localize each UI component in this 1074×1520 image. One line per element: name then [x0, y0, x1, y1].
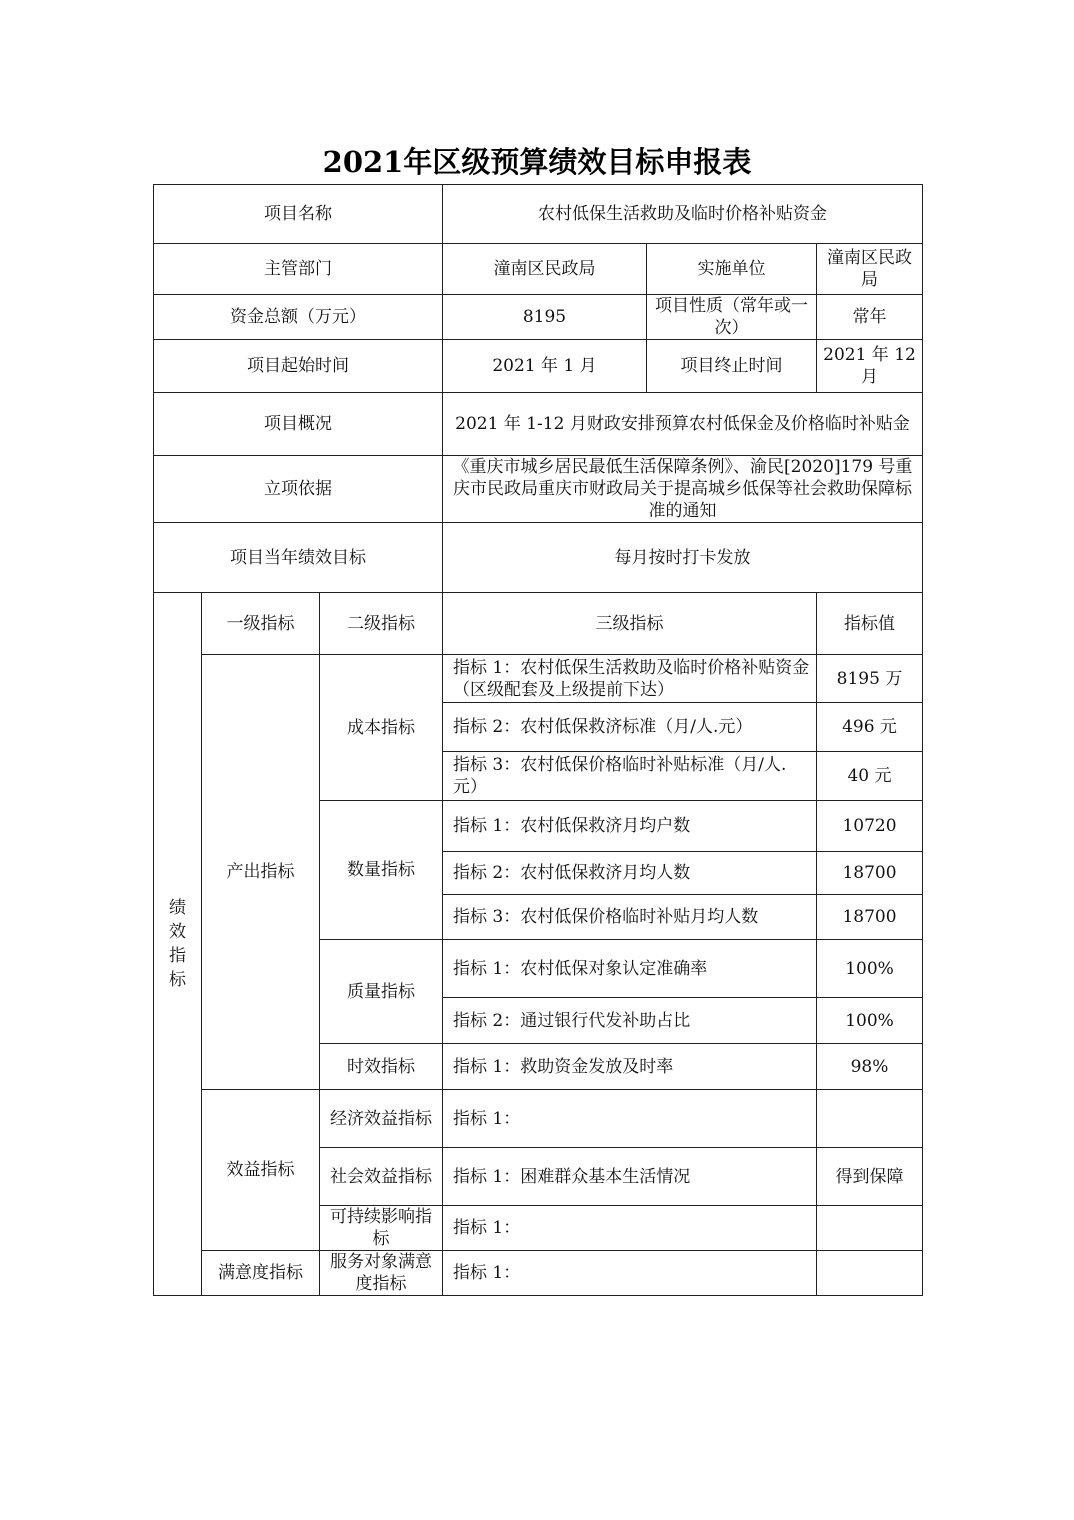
quality-indicator-1-value: 100% [817, 940, 923, 998]
economic-indicator-1: 指标 1： [443, 1090, 817, 1148]
sustain-indicator-1-value [817, 1206, 923, 1251]
service-indicator-1: 指标 1： [443, 1251, 817, 1296]
basis-value: 《重庆市城乡居民最低生活保障条例》、渝民[2020]179 号重庆市民政局重庆市财政局关于提高城乡低保等社会救助保障标准的通知 [443, 456, 923, 523]
project-name-label: 项目名称 [154, 185, 443, 244]
satisfaction-indicator-label: 满意度指标 [202, 1251, 320, 1296]
document-title: 2021年区级预算绩效目标申报表 [322, 145, 752, 179]
quality-indicator-1: 指标 1：农村低保对象认定准确率 [443, 940, 817, 998]
quantity-indicator-1-value: 10720 [817, 801, 923, 852]
cost-indicator-1: 指标 1：农村低保生活救助及临时价格补贴资金（区级配套及上级提前下达） [443, 655, 817, 703]
quantity-indicator-label: 数量指标 [320, 801, 443, 940]
overview-label: 项目概况 [154, 393, 443, 456]
quantity-indicator-2-value: 18700 [817, 852, 923, 895]
unit-value: 潼南区民政局 [817, 244, 923, 295]
timeliness-indicator-1: 指标 1：救助资金发放及时率 [443, 1044, 817, 1090]
side-label-text: 绩效指标 [169, 898, 186, 990]
end-value: 2021 年 12 月 [817, 340, 923, 393]
sustain-indicator-label: 可持续影响指标 [320, 1206, 443, 1251]
start-value: 2021 年 1 月 [443, 340, 647, 393]
header-level1: 一级指标 [202, 593, 320, 655]
budget-performance-table [153, 184, 923, 1296]
header-level3: 三级指标 [443, 593, 817, 655]
funds-label: 资金总额（万元） [154, 295, 443, 340]
benefit-indicator-label: 效益指标 [202, 1090, 320, 1251]
cost-indicator-3: 指标 3：农村低保价格临时补贴标准（月/人.元） [443, 752, 817, 801]
nature-value: 常年 [817, 295, 923, 340]
timeliness-indicator-label: 时效指标 [320, 1044, 443, 1090]
quality-indicator-label: 质量指标 [320, 940, 443, 1044]
end-label: 项目终止时间 [647, 340, 817, 393]
social-indicator-label: 社会效益指标 [320, 1148, 443, 1206]
economic-indicator-1-value [817, 1090, 923, 1148]
quality-indicator-2: 指标 2：通过银行代发补助占比 [443, 998, 817, 1044]
nature-label: 项目性质（常年或一次） [647, 295, 817, 340]
timeliness-indicator-1-value: 98% [817, 1044, 923, 1090]
unit-label: 实施单位 [647, 244, 817, 295]
quantity-indicator-3: 指标 3：农村低保价格临时补贴月均人数 [443, 895, 817, 940]
cost-indicator-2: 指标 2：农村低保救济标准（月/人.元） [443, 703, 817, 752]
funds-value: 8195 [443, 295, 647, 340]
social-indicator-1-value: 得到保障 [817, 1148, 923, 1206]
cost-indicator-3-value: 40 元 [817, 752, 923, 801]
economic-indicator-label: 经济效益指标 [320, 1090, 443, 1148]
quality-indicator-2-value: 100% [817, 998, 923, 1044]
basis-label: 立项依据 [154, 456, 443, 523]
sustain-indicator-1: 指标 1： [443, 1206, 817, 1251]
dept-label: 主管部门 [154, 244, 443, 295]
social-indicator-1: 指标 1：困难群众基本生活情况 [443, 1148, 817, 1206]
overview-value: 2021 年 1-12 月财政安排预算农村低保金及价格临时补贴金 [443, 393, 923, 456]
quantity-indicator-1: 指标 1：农村低保救济月均户数 [443, 801, 817, 852]
header-value: 指标值 [817, 593, 923, 655]
performance-indicators-side-label [154, 593, 202, 1296]
dept-value: 潼南区民政局 [443, 244, 647, 295]
header-level2: 二级指标 [320, 593, 443, 655]
goal-value: 每月按时打卡发放 [443, 523, 923, 593]
goal-label: 项目当年绩效目标 [154, 523, 443, 593]
cost-indicator-label: 成本指标 [320, 655, 443, 801]
cost-indicator-1-value: 8195 万 [817, 655, 923, 703]
project-name-value: 农村低保生活救助及临时价格补贴资金 [443, 185, 923, 244]
start-label: 项目起始时间 [154, 340, 443, 393]
service-indicator-label: 服务对象满意度指标 [320, 1251, 443, 1296]
output-indicator-label: 产出指标 [202, 655, 320, 1090]
cost-indicator-2-value: 496 元 [817, 703, 923, 752]
service-indicator-1-value [817, 1251, 923, 1296]
quantity-indicator-2: 指标 2：农村低保救济月均人数 [443, 852, 817, 895]
quantity-indicator-3-value: 18700 [817, 895, 923, 940]
